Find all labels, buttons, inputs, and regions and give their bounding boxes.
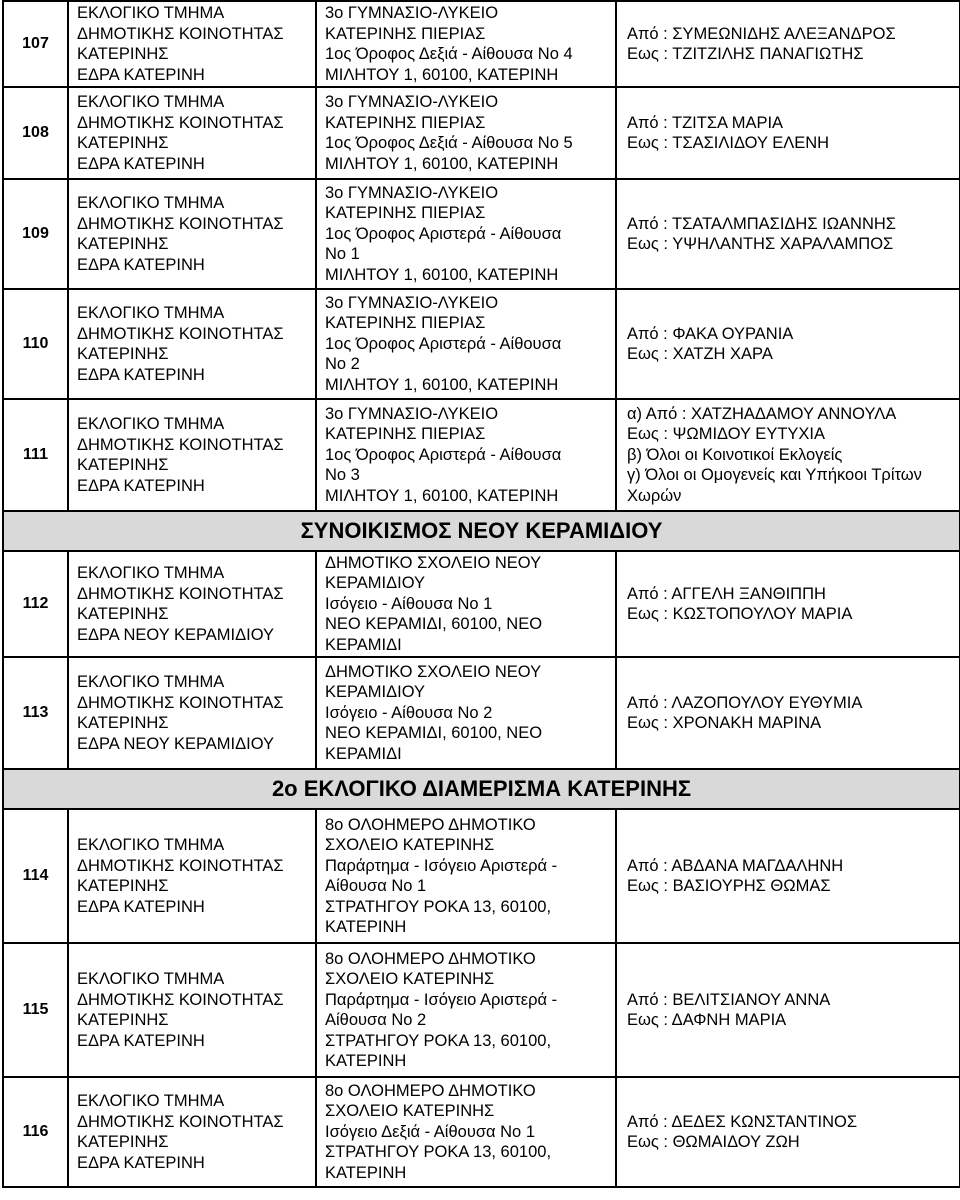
- location-cell: [316, 809, 616, 943]
- range-cell: [616, 943, 960, 1077]
- table-row: [3, 179, 960, 289]
- location-cell: [316, 1, 616, 87]
- station-name: ΕΚΛΟΓΙΚΟ ΤΜΗΜΑ ΔΗΜΟΤΙΚΗΣ ΚΟΙΝΟΤΗΤΑΣ ΚΑΤΕΡΙΝΗΣ ΕΔΡΑ ΚΑΤΕΡΙΝΗ: [77, 836, 284, 916]
- section-title: 2ο ΕΚΛΟΓΙΚΟ ΔΙΑΜΕΡΙΣΜΑ ΚΑΤΕΡΙΝΗΣ: [3, 769, 960, 809]
- table-row: [3, 399, 960, 511]
- station-number: 107: [3, 1, 68, 87]
- station-name-cell: [68, 657, 316, 769]
- table-row: [3, 657, 960, 769]
- voter-range: Από : ΤΣΑΤΑΛΜΠΑΣΙΔΗΣ ΙΩΑΝΝΗΣ Εως : ΥΨΗΛΑΝΤΗΣ ΧΑΡΑΛΑΜΠΟΣ: [627, 214, 897, 253]
- voter-range: Από : ΦΑΚΑ ΟΥΡΑΝΙΑ Εως : ΧΑΤΖΗ ΧΑΡΑ: [627, 324, 794, 363]
- station-name-cell: [68, 87, 316, 179]
- table-row: [3, 1, 960, 87]
- station-location: 3ο ΓΥΜΝΑΣΙΟ-ΛΥΚΕΙΟ ΚΑΤΕΡΙΝΗΣ ΠΙΕΡΙΑΣ 1ος Όροφος Αριστερά - Αίθουσα Νο 3 ΜΙΛΗΤΟΥ 1, 60100, ΚΑΤΕΡΙΝΗ: [325, 404, 562, 505]
- range-cell: [616, 399, 960, 511]
- range-cell: [616, 179, 960, 289]
- station-number: 111: [3, 399, 68, 511]
- table-row: [3, 551, 960, 657]
- location-cell: [316, 87, 616, 179]
- station-location: 3ο ΓΥΜΝΑΣΙΟ-ΛΥΚΕΙΟ ΚΑΤΕΡΙΝΗΣ ΠΙΕΡΙΑΣ 1ος Όροφος Δεξιά - Αίθουσα Νο 5 ΜΙΛΗΤΟΥ 1, 60100, ΚΑΤΕΡΙΝΗ: [325, 93, 573, 173]
- station-name: ΕΚΛΟΓΙΚΟ ΤΜΗΜΑ ΔΗΜΟΤΙΚΗΣ ΚΟΙΝΟΤΗΤΑΣ ΚΑΤΕΡΙΝΗΣ ΕΔΡΑ ΚΑΤΕΡΙΝΗ: [77, 304, 284, 384]
- station-location: 8ο ΟΛΟΗΜΕΡΟ ΔΗΜΟΤΙΚΟ ΣΧΟΛΕΙΟ ΚΑΤΕΡΙΝΗΣ Ισόγειο Δεξιά - Αίθουσα Νο 1 ΣΤΡΑΤΗΓΟΥ ΡΟΚΑ 13, 60100, ΚΑΤΕΡΙΝΗ: [325, 1081, 552, 1182]
- station-name-cell: [68, 1077, 316, 1187]
- station-name: ΕΚΛΟΓΙΚΟ ΤΜΗΜΑ ΔΗΜΟΤΙΚΗΣ ΚΟΙΝΟΤΗΤΑΣ ΚΑΤΕΡΙΝΗΣ ΕΔΡΑ ΝΕΟΥ ΚΕΡΑΜΙΔΙΟΥ: [77, 673, 284, 753]
- voter-range: Από : ΑΒΔΑΝΑ ΜΑΓΔΑΛΗΝΗ Εως : ΒΑΣΙΟΥΡΗΣ ΘΩΜΑΣ: [627, 856, 844, 895]
- table-row: [3, 87, 960, 179]
- range-cell: [616, 1, 960, 87]
- station-number: 116: [3, 1077, 68, 1187]
- table-row: [3, 289, 960, 399]
- voter-range: Από : ΣΥΜΕΩΝΙΔΗΣ ΑΛΕΞΑΝΔΡΟΣ Εως : ΤΖΙΤΖΙΛΗΣ ΠΑΝΑΓΙΩΤΗΣ: [627, 24, 896, 63]
- station-number: 113: [3, 657, 68, 769]
- station-location: 8ο ΟΛΟΗΜΕΡΟ ΔΗΜΟΤΙΚΟ ΣΧΟΛΕΙΟ ΚΑΤΕΡΙΝΗΣ Παράρτημα - Ισόγειο Αριστερά - Αίθουσα Νο 2 ΣΤΡΑΤΗΓΟΥ ΡΟΚΑ 13, 60100, ΚΑΤΕΡΙΝΗ: [325, 949, 558, 1070]
- station-name-cell: [68, 943, 316, 1077]
- station-name-cell: [68, 1, 316, 87]
- voter-range: Από : ΑΓΓΕΛΗ ΞΑΝΘΙΠΠΗ Εως : ΚΩΣΤΟΠΟΥΛΟΥ ΜΑΡΙΑ: [627, 584, 853, 623]
- range-cell: [616, 657, 960, 769]
- voter-range: Από : ΔΕΔΕΣ ΚΩΝΣΤΑΝΤΙΝΟΣ Εως : ΘΩΜΑΙΔΟΥ ΖΩΗ: [627, 1112, 858, 1151]
- station-name-cell: [68, 551, 316, 657]
- station-name: ΕΚΛΟΓΙΚΟ ΤΜΗΜΑ ΔΗΜΟΤΙΚΗΣ ΚΟΙΝΟΤΗΤΑΣ ΚΑΤΕΡΙΝΗΣ ΕΔΡΑ ΚΑΤΕΡΙΝΗ: [77, 970, 284, 1050]
- station-name: ΕΚΛΟΓΙΚΟ ΤΜΗΜΑ ΔΗΜΟΤΙΚΗΣ ΚΟΙΝΟΤΗΤΑΣ ΚΑΤΕΡΙΝΗΣ ΕΔΡΑ ΚΑΤΕΡΙΝΗ: [77, 194, 284, 274]
- range-cell: [616, 551, 960, 657]
- station-location: 3ο ΓΥΜΝΑΣΙΟ-ΛΥΚΕΙΟ ΚΑΤΕΡΙΝΗΣ ΠΙΕΡΙΑΣ 1ος Όροφος Δεξιά - Αίθουσα Νο 4 ΜΙΛΗΤΟΥ 1, 60100, ΚΑΤΕΡΙΝΗ: [325, 4, 573, 84]
- station-number: 112: [3, 551, 68, 657]
- station-name: ΕΚΛΟΓΙΚΟ ΤΜΗΜΑ ΔΗΜΟΤΙΚΗΣ ΚΟΙΝΟΤΗΤΑΣ ΚΑΤΕΡΙΝΗΣ ΕΔΡΑ ΝΕΟΥ ΚΕΡΑΜΙΔΙΟΥ: [77, 564, 284, 644]
- station-name-cell: [68, 399, 316, 511]
- station-location: 3ο ΓΥΜΝΑΣΙΟ-ΛΥΚΕΙΟ ΚΑΤΕΡΙΝΗΣ ΠΙΕΡΙΑΣ 1ος Όροφος Αριστερά - Αίθουσα Νο 2 ΜΙΛΗΤΟΥ 1, 60100, ΚΑΤΕΡΙΝΗ: [325, 293, 562, 394]
- station-location: 3ο ΓΥΜΝΑΣΙΟ-ΛΥΚΕΙΟ ΚΑΤΕΡΙΝΗΣ ΠΙΕΡΙΑΣ 1ος Όροφος Αριστερά - Αίθουσα Νο 1 ΜΙΛΗΤΟΥ 1, 60100, ΚΑΤΕΡΙΝΗ: [325, 183, 562, 284]
- voter-range: Από : ΤΖΙΤΣΑ ΜΑΡΙΑ Εως : ΤΣΑΣΙΛΙΔΟΥ ΕΛΕΝΗ: [627, 113, 830, 152]
- voter-range: Από : ΒΕΛΙΤΣΙΑΝΟΥ ΑΝΝΑ Εως : ΔΑΦΝΗ ΜΑΡΙΑ: [627, 990, 831, 1029]
- range-cell: [616, 289, 960, 399]
- table-row: [3, 1077, 960, 1187]
- station-location: ΔΗΜΟΤΙΚΟ ΣΧΟΛΕΙΟ ΝΕΟΥ ΚΕΡΑΜΙΔΙΟΥ Ισόγειο - Αίθουσα Νο 2 ΝΕΟ ΚΕΡΑΜΙΔΙ, 60100, ΝΕΟ ΚΕΡΑΜΙΔΙ: [325, 662, 543, 763]
- station-number: 115: [3, 943, 68, 1077]
- location-cell: [316, 1077, 616, 1187]
- location-cell: [316, 943, 616, 1077]
- voter-range: Από : ΛΑΖΟΠΟΥΛΟΥ ΕΥΘΥΜΙΑ Εως : ΧΡΟΝΑΚΗ ΜΑΡΙΝΑ: [627, 693, 863, 732]
- range-cell: [616, 87, 960, 179]
- location-cell: [316, 657, 616, 769]
- station-name: ΕΚΛΟΓΙΚΟ ΤΜΗΜΑ ΔΗΜΟΤΙΚΗΣ ΚΟΙΝΟΤΗΤΑΣ ΚΑΤΕΡΙΝΗΣ ΕΔΡΑ ΚΑΤΕΡΙΝΗ: [77, 415, 284, 495]
- station-number: 114: [3, 809, 68, 943]
- station-number: 110: [3, 289, 68, 399]
- range-cell: [616, 1077, 960, 1187]
- range-cell: [616, 809, 960, 943]
- polling-stations-table: [2, 0, 960, 1188]
- section-header-row: [3, 511, 960, 551]
- voter-range: α) Από : ΧΑΤΖΗΑΔΑΜΟΥ ΑΝΝΟΥΛΑ Εως : ΨΩΜΙΔΟΥ ΕΥΤΥΧΙΑ β) Όλοι οι Κοινοτικοί Εκλογείς γ) Όλοι οι Ομογενείς και Υπήκοοι Τρίτων Χωρών: [627, 404, 922, 505]
- table-row: [3, 809, 960, 943]
- station-name-cell: [68, 809, 316, 943]
- station-number: 109: [3, 179, 68, 289]
- station-name: ΕΚΛΟΓΙΚΟ ΤΜΗΜΑ ΔΗΜΟΤΙΚΗΣ ΚΟΙΝΟΤΗΤΑΣ ΚΑΤΕΡΙΝΗΣ ΕΔΡΑ ΚΑΤΕΡΙΝΗ: [77, 93, 284, 173]
- location-cell: [316, 399, 616, 511]
- station-name-cell: [68, 289, 316, 399]
- station-name-cell: [68, 179, 316, 289]
- station-name: ΕΚΛΟΓΙΚΟ ΤΜΗΜΑ ΔΗΜΟΤΙΚΗΣ ΚΟΙΝΟΤΗΤΑΣ ΚΑΤΕΡΙΝΗΣ ΕΔΡΑ ΚΑΤΕΡΙΝΗ: [77, 1092, 284, 1172]
- section-title: ΣΥΝΟΙΚΙΣΜΟΣ ΝΕΟΥ ΚΕΡΑΜΙΔΙΟΥ: [3, 511, 960, 551]
- table-row: [3, 943, 960, 1077]
- location-cell: [316, 551, 616, 657]
- station-location: 8ο ΟΛΟΗΜΕΡΟ ΔΗΜΟΤΙΚΟ ΣΧΟΛΕΙΟ ΚΑΤΕΡΙΝΗΣ Παράρτημα - Ισόγειο Αριστερά - Αίθουσα Νο 1 ΣΤΡΑΤΗΓΟΥ ΡΟΚΑ 13, 60100, ΚΑΤΕΡΙΝΗ: [325, 815, 558, 936]
- station-number: 108: [3, 87, 68, 179]
- location-cell: [316, 289, 616, 399]
- station-name: ΕΚΛΟΓΙΚΟ ΤΜΗΜΑ ΔΗΜΟΤΙΚΗΣ ΚΟΙΝΟΤΗΤΑΣ ΚΑΤΕΡΙΝΗΣ ΕΔΡΑ ΚΑΤΕΡΙΝΗ: [77, 4, 284, 84]
- station-location: ΔΗΜΟΤΙΚΟ ΣΧΟΛΕΙΟ ΝΕΟΥ ΚΕΡΑΜΙΔΙΟΥ Ισόγειο - Αίθουσα Νο 1 ΝΕΟ ΚΕΡΑΜΙΔΙ, 60100, ΝΕΟ ΚΕΡΑΜΙΔΙ: [325, 553, 543, 654]
- location-cell: [316, 179, 616, 289]
- section-header-row: [3, 769, 960, 809]
